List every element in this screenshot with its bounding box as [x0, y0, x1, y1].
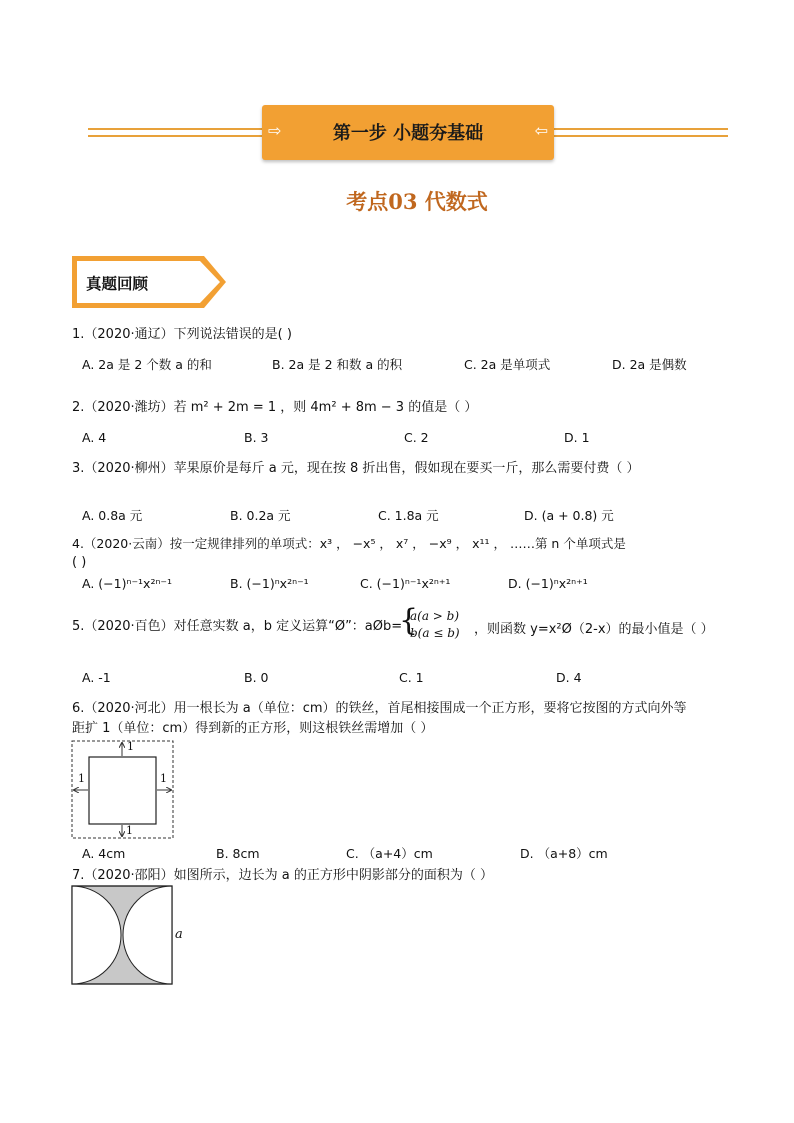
question-1-option-a: A. 2a 是 2 个数 a 的和 — [82, 357, 212, 372]
question-7-stem: 7.（2020·邵阳）如图所示，边长为 a 的正方形中阴影部分的面积为（ ） — [72, 868, 493, 883]
question-6-option-b: B. 8cm — [216, 846, 260, 861]
question-5-case-2: b(a ≤ b) — [410, 626, 460, 640]
arrow-right-icon: ⇨ — [268, 121, 282, 140]
question-6-label-left: 1 — [78, 772, 85, 785]
question-4-option-d: D. (−1)ⁿx²ⁿ⁺¹ — [508, 576, 588, 591]
question-6-label-top: 1 — [127, 740, 134, 753]
question-7-label-a: a — [175, 927, 183, 942]
section-title: 真题回顾 — [86, 274, 149, 293]
question-6-label-right: 1 — [160, 772, 167, 785]
question-6-option-c: C. （a+4）cm — [346, 846, 433, 861]
question-3-option-d: D. (a + 0.8) 元 — [524, 508, 614, 523]
question-2-stem: 2.（2020·潍坊）若 m² + 2m = 1 ，则 4m² + 8m − 3 的值是（ ） — [72, 400, 478, 415]
banner-line-right-bottom — [552, 135, 728, 137]
question-4-stem-continued: ( ) — [72, 555, 87, 570]
topic-heading: 考点03 代数式 — [346, 189, 488, 214]
question-5-option-c: C. 1 — [399, 670, 424, 685]
question-1-option-d: D. 2a 是偶数 — [612, 357, 687, 372]
question-4-option-b: B. (−1)ⁿx²ⁿ⁻¹ — [230, 576, 309, 591]
question-5-brace: { — [399, 603, 419, 638]
question-5-case-1: a(a > b) — [410, 609, 460, 623]
question-3-option-a: A. 0.8a 元 — [82, 508, 143, 523]
question-5-option-a: A. -1 — [82, 670, 111, 685]
question-3-option-b: B. 0.2a 元 — [230, 508, 291, 523]
question-3-stem: 3.（2020·柳州）苹果原价是每斤 a 元，现在按 8 折出售，假如现在要买一斤，那么需要付费（ ） — [72, 461, 640, 476]
question-6-label-bottom: 1 — [126, 824, 133, 837]
question-4-option-c: C. (−1)ⁿ⁻¹x²ⁿ⁺¹ — [360, 576, 451, 591]
arrow-left-icon: ⇦ — [534, 121, 548, 140]
question-1-stem: 1.（2020·通辽）下列说法错误的是( ) — [72, 327, 292, 342]
banner-line-right-top — [552, 128, 728, 130]
question-4-option-a: A. (−1)ⁿ⁻¹x²ⁿ⁻¹ — [82, 576, 173, 591]
question-5-stem-prefix: 5.（2020·百色）对任意实数 a，b 定义运算“Ø”：aØb= — [72, 619, 403, 634]
question-6-stem: 6.（2020·河北）用一根长为 a（单位：cm）的铁丝，首尾相接围成一个正方形，要将它按图的方式向外等 — [72, 701, 687, 716]
question-6-figure — [70, 738, 176, 840]
question-5-option-d: D. 4 — [556, 670, 582, 685]
question-5-option-b: B. 0 — [244, 670, 269, 685]
question-2-option-c: C. 2 — [404, 430, 429, 445]
question-5-stem-suffix: ，则函数 y=x²Ø（2-x）的最小值是（ ） — [474, 622, 714, 637]
question-2-option-d: D. 1 — [564, 430, 590, 445]
banner-line-left-bottom — [88, 135, 264, 137]
question-6-option-d: D. （a+8）cm — [520, 846, 608, 861]
question-1-option-c: C. 2a 是单项式 — [464, 357, 551, 372]
banner-line-left-top — [88, 128, 264, 130]
question-2-option-b: B. 3 — [244, 430, 269, 445]
question-4-stem: 4.（2020·云南）按一定规律排列的单项式：x³ ， −x⁵ ， x⁷ ， −x⁹ ， x¹¹ ， ……第 n 个单项式是 — [72, 536, 626, 551]
question-6-stem-continued: 距扩 1（单位：cm）得到新的正方形，则这根铁丝需增加（ ） — [72, 721, 434, 736]
question-2-option-a: A. 4 — [82, 430, 107, 445]
banner-box — [262, 105, 554, 160]
question-1-option-b: B. 2a 是 2 和数 a 的积 — [272, 357, 403, 372]
question-6-option-a: A. 4cm — [82, 846, 126, 861]
banner-title: 第一步 小题夯基础 — [332, 123, 484, 144]
question-7-figure — [71, 885, 173, 985]
question-3-option-c: C. 1.8a 元 — [378, 508, 439, 523]
